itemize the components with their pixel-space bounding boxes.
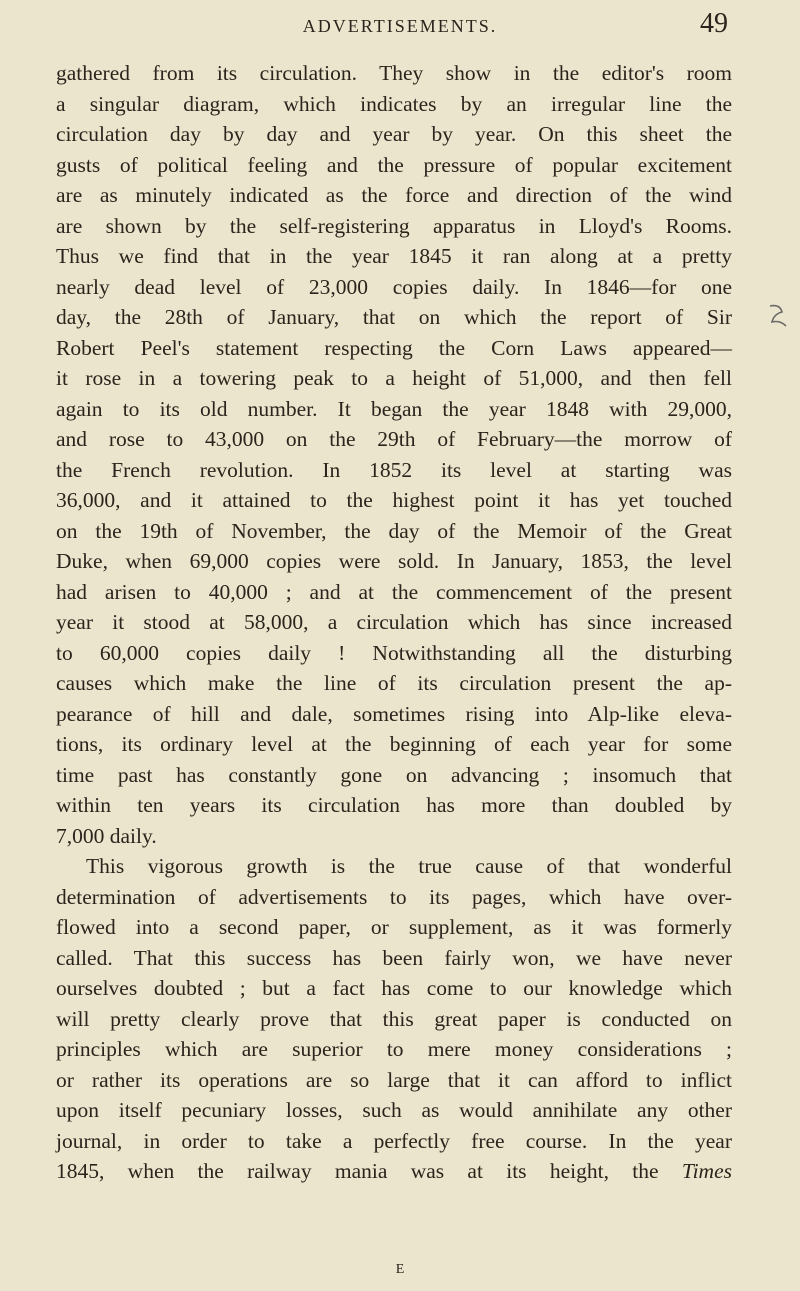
text-line: within ten years its circulation has more than doubled by [56,793,732,817]
text-line: determination of advertisements to its pages, which have over- [56,884,732,909]
text-line: the French revolution. In 1852 its level at starting was [56,457,732,482]
text-line: a singular diagram, which indicates by an irregular line the [56,91,732,116]
text-line: ourselves doubted ; but a fact has come to our knowledge which [56,976,732,1000]
marginal-pencil-mark-icon [766,302,790,330]
text-line: it rose in a towering peak to a height of 51,000, and then fell [56,366,732,390]
text-line: 1845, when the railway mania was at its height, the Times [56,1159,732,1183]
signature-mark: E [395,1262,405,1277]
body-text [56,58,732,1187]
text-line: are as minutely indicated as the force and direction of the wind [56,183,732,207]
text-line: day, the 28th of January, that on which the report of Sir [56,305,732,329]
text-line: called. That this success has been fairly won, we have never [56,945,732,970]
text-line: flowed into a second paper, or supplement, as it was formerly [56,915,732,939]
text-line: Duke, when 69,000 copies were sold. In January, 1853, the level [56,549,732,573]
text-line: circulation day by day and year by year. On this sheet the [56,122,732,146]
text-line: gathered from its circulation. They show in the editor's room [56,61,732,85]
text-line: nearly dead level of 23,000 copies daily. In 1846—for one [56,274,732,299]
page-number: 49 [700,8,728,39]
text-line: causes which make the line of its circulation present the ap- [56,671,732,695]
text-line: Robert Peel's statement respecting the Corn Laws appeared— [56,335,732,360]
text-line: are shown by the self-registering apparatus in Lloyd's Rooms. [56,213,732,238]
running-head: ADVERTISEMENTS. [302,16,498,36]
text-line: will pretty clearly prove that this great paper is conducted on [56,1006,732,1031]
text-line: upon itself pecuniary losses, such as would annihilate any other [56,1098,732,1122]
text-line: Thus we find that in the year 1845 it ran along at a pretty [56,244,732,268]
text-line: and rose to 43,000 on the 29th of February—the morrow of [56,427,732,451]
text-line: had arisen to 40,000 ; and at the commencement of the present [56,579,732,604]
text-line: This vigorous growth is the true cause of that wonderful [86,854,732,878]
text-line: to 60,000 copies daily ! Notwithstanding all the disturbing [56,640,732,665]
text-line: again to its old number. It began the year 1848 with 29,000, [56,396,732,421]
text-line: journal, in order to take a perfectly free course. In the year [56,1128,732,1153]
text-line: time past has constantly gone on advancing ; insomuch that [56,762,732,787]
text-line: or rather its operations are so large that it can afford to inflict [56,1067,732,1092]
page-header [0,6,800,46]
text-line: on the 19th of November, the day of the Memoir of the Great [56,518,732,543]
text-line: 7,000 daily. [56,823,157,848]
text-line: pearance of hill and dale, sometimes rising into Alp-like eleva- [56,701,732,726]
text-line: gusts of political feeling and the pressure of popular excitement [56,152,732,177]
text-line: year it stood at 58,000, a circulation which has since increased [56,610,732,634]
text-line: tions, its ordinary level at the beginning of each year for some [56,732,732,756]
text-line: 36,000, and it attained to the highest point it has yet touched [56,488,732,512]
text-line: principles which are superior to mere money considerations ; [56,1037,732,1061]
